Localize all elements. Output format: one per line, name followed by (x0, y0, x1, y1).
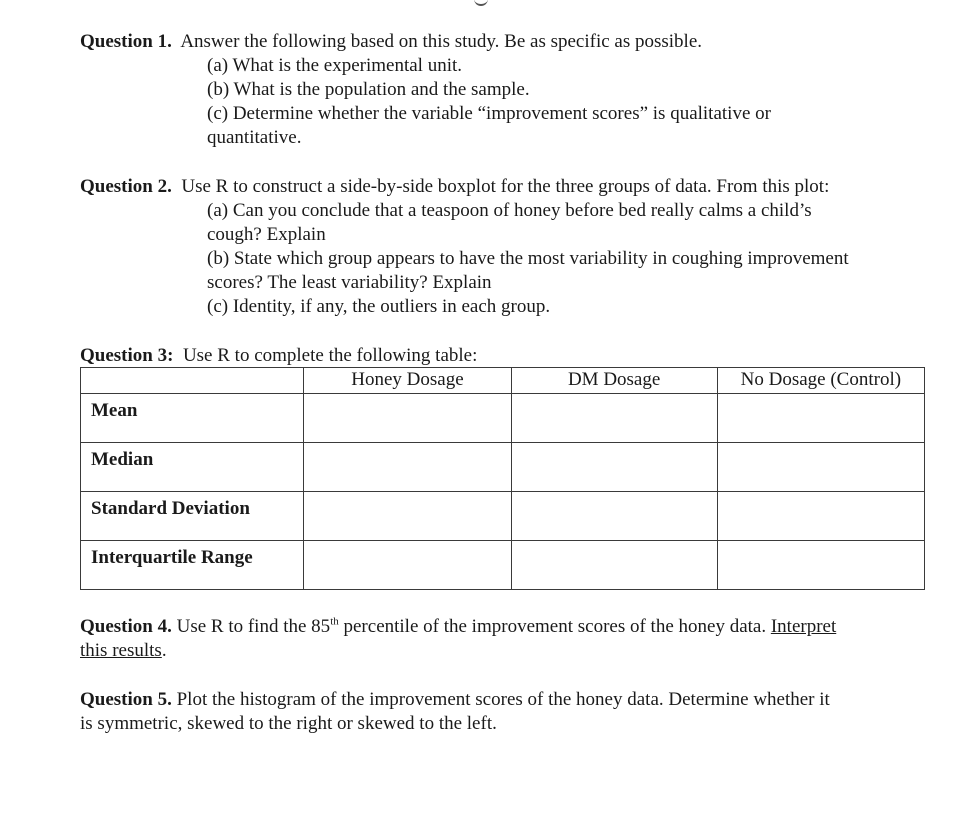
question-4-cont (80, 639, 167, 663)
question-5-line-2: is symmetric, skewed to the right or skewed to the left. (80, 713, 497, 734)
table-cell[interactable] (511, 443, 717, 492)
question-3-label: Question 3: (80, 345, 174, 366)
table-cell[interactable] (717, 394, 924, 443)
statistics-table (80, 367, 925, 590)
table-cell[interactable] (304, 443, 511, 492)
row-label-interquartile-range: Interquartile Range (81, 541, 304, 590)
table-row (81, 394, 925, 443)
question-2-part-a: (a) Can you conclude that a teaspoon of honey before bed really calms a child’s (207, 200, 812, 221)
question-1-label: Question 1. (80, 31, 172, 52)
row-label-mean: Mean (81, 394, 304, 443)
table-cell[interactable] (304, 492, 511, 541)
table-row (81, 443, 925, 492)
table-cell[interactable] (717, 492, 924, 541)
question-4-label: Question 4. (80, 616, 172, 637)
question-1-part-b: (b) What is the population and the sample. (207, 79, 530, 100)
question-1-part-a: (a) What is the experimental unit. (207, 55, 463, 76)
question-4-text-before: Use R to find the 85 (176, 616, 331, 637)
question-1-part-c-cont: quantitative. (207, 127, 302, 148)
table-cell[interactable] (304, 394, 511, 443)
row-label-median: Median (81, 443, 304, 492)
question-4-end: . (161, 640, 167, 661)
table-header-row (81, 368, 925, 394)
table-cell[interactable] (511, 394, 717, 443)
table-cell[interactable] (511, 492, 717, 541)
question-2-label: Question 2. (80, 176, 172, 197)
table-header-honey: Honey Dosage (304, 368, 511, 394)
table-cell[interactable] (511, 541, 717, 590)
table-row (81, 541, 925, 590)
question-2-part-b-cont: scores? The least variability? Explain (207, 272, 492, 293)
table-header-dm: DM Dosage (511, 368, 717, 394)
table-row (81, 492, 925, 541)
question-2-text: Use R to construct a side-by-side boxplot for the three groups of data. From this plot: (181, 176, 830, 197)
question-2-part-c: (c) Identity, if any, the outliers in each group. (207, 296, 551, 317)
question-2-part-b: (b) State which group appears to have the most variability in coughing improvement (207, 248, 849, 269)
question-3-text: Use R to complete the following table: (182, 345, 478, 366)
question-4-superscript: th (330, 615, 339, 628)
question-5-line-1: Plot the histogram of the improvement scores of the honey data. Determine whether it (176, 689, 830, 710)
question-2 (80, 175, 829, 199)
question-1-text: Answer the following based on this study. Be as specific as possible. (180, 31, 703, 52)
question-2-part-a-cont: cough? Explain (207, 224, 326, 245)
question-3 (80, 344, 477, 368)
question-5 (80, 688, 830, 712)
table-cell[interactable] (717, 541, 924, 590)
row-label-standard-deviation: Standard Deviation (81, 492, 304, 541)
top-cropped-mark (474, 0, 488, 6)
question-5-label: Question 5. (80, 689, 172, 710)
question-4-this-results: this results (80, 640, 162, 661)
table-cell[interactable] (717, 443, 924, 492)
table-header-blank (81, 368, 304, 394)
question-1-part-c: (c) Determine whether the variable “improvement scores” is qualitative or (207, 103, 771, 124)
question-4-interpret: Interpret (770, 616, 837, 637)
table-cell[interactable] (304, 541, 511, 590)
question-1 (80, 30, 702, 54)
table-header-control: No Dosage (Control) (717, 368, 924, 394)
question-4 (80, 615, 925, 639)
question-4-text-after: percentile of the improvement scores of the honey data. (338, 616, 771, 637)
